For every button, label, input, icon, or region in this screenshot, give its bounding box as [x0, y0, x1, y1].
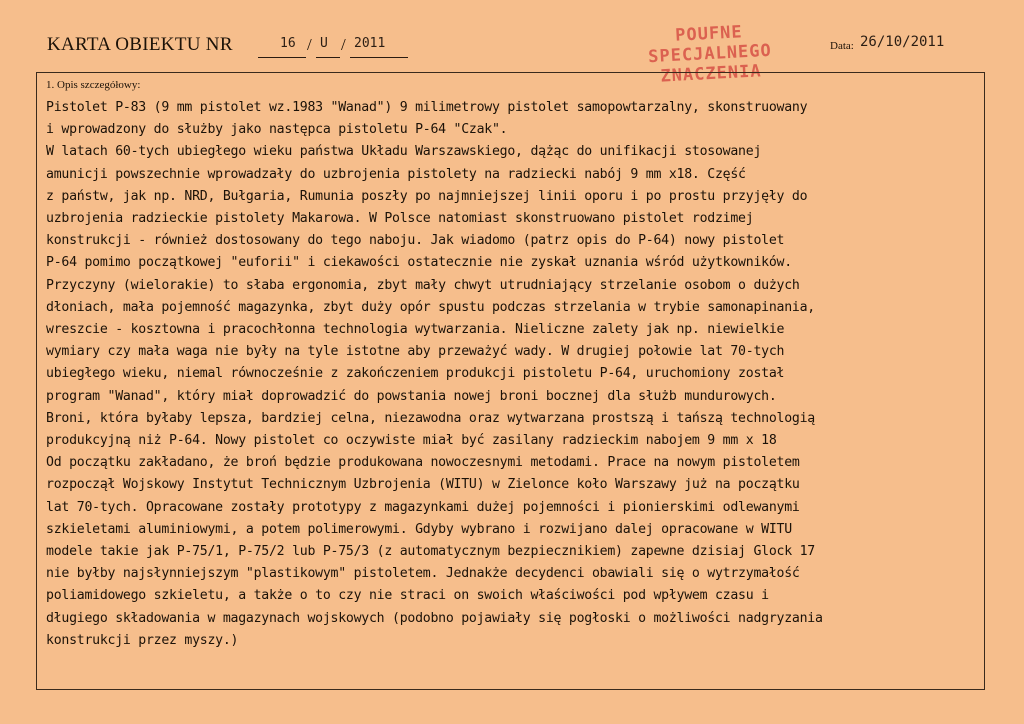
- description-line: Broni, która byłaby lepsza, bardziej celna, niezawodna oraz wytwarzana prostszą i tańszą technologią: [46, 410, 815, 426]
- description-line: uzbrojenia radzieckie pistolety Makarowa. W Polsce natomiast skonstruowano pistolet rodzimej: [46, 211, 754, 227]
- description-line: długiego składowania w magazynach wojskowych (podobno pojawiały się pogłoski o możliwości nadgryzania: [46, 610, 823, 626]
- description-line: rozpoczął Wojskowy Instytut Technicznym Uzbrojenia (WITU) w Zielonce koło Warszawy już na początku: [46, 477, 800, 493]
- description-line: wreszcie - kosztowna i pracochłonna technologia wytwarzania. Nieliczne zalety jak np. niewielkie: [46, 322, 785, 338]
- object-number: [258, 34, 408, 64]
- nr-separator-2: /: [341, 35, 346, 54]
- description-line: lat 70-tych. Opracowane zostały prototypy z magazynkami dużej pojemności i pionierskimi odlewanymi: [46, 499, 800, 515]
- description-line: szkieletami aluminiowymi, a potem polimerowymi. Gdyby wybrano i rozwijano dalej opracowane w WITU: [46, 521, 792, 537]
- description-line: modele takie jak P-75/1, P-75/2 lub P-75/3 (z automatycznym bezpiecznikiem) zapewne dzisiaj Glock 17: [46, 544, 815, 560]
- description-line: Pistolet P-83 (9 mm pistolet wz.1983 "Wanad") 9 milimetrowy pistolet samopowtarzalny, skonstruowany: [46, 100, 808, 115]
- stamp-line-2: SPECJALNEGO: [647, 40, 773, 68]
- description-line: i wprowadzony do służby jako następca pistoletu P-64 "Czak".: [46, 122, 508, 138]
- description-line: program "Wanad", który miał doprowadzić do powstania nowej broni bocznej dla służb mundurowych.: [46, 388, 777, 404]
- description-line: Od początku zakładano, że broń będzie produkowana nowoczesnymi metodami. Prace na nowym pistoletem: [46, 455, 800, 471]
- description-line: ubiegłego wieku, niemal równocześnie z zakończeniem produkcji pistoletu P-64, uruchomiony został: [46, 366, 785, 382]
- description-line: W latach 60-tych ubiegłego wieku państwa Układu Warszawskiego, dążąc do unifikacji stosowanej: [46, 144, 762, 160]
- nr-underline-3: [350, 57, 408, 58]
- description-line: konstrukcji - również dostosowany do tego naboju. Jak wiadomo (patrz opis do P-64) nowy pistolet: [46, 233, 785, 249]
- card-title: KARTA OBIEKTU NR: [47, 34, 233, 55]
- description-line: Przyczyny (wielorakie) to słaba ergonomia, zbyt mały chwyt utrudniający strzelanie osobom o dużych: [46, 277, 800, 293]
- stamp-line-1: POUFNE: [674, 22, 744, 46]
- nr-part-1: 16: [280, 36, 296, 51]
- stamp-line-3: ZNACZENIA: [660, 61, 763, 87]
- nr-part-3: 2011: [354, 36, 386, 51]
- description-line: poliamidowego szkieletu, a także o to czy nie straci on swoich właściwości pod wpływem czasu i: [46, 588, 769, 604]
- nr-separator-1: /: [307, 35, 312, 54]
- description-text: [46, 97, 976, 652]
- section-label: 1. Opis szczegółowy:: [46, 79, 141, 91]
- description-line: produkcyjną niż P-64. Nowy pistolet co oczywiste miał być zasilany radzieckim nabojem 9 mm x 18: [46, 433, 777, 449]
- description-line: amunicji powszechnie wprowadzały do uzbrojenia pistolety na radziecki nabój 9 mm x18. Część: [46, 166, 746, 182]
- nr-underline-2: [316, 57, 340, 58]
- description-line: z państw, jak np. NRD, Bułgaria, Rumunia poszły po najmniejszej linii oporu i po prostu przyjęły do: [46, 188, 808, 204]
- description-line: konstrukcji przez myszy.): [46, 632, 239, 648]
- date-label: Data:: [830, 40, 854, 52]
- description-line: dłoniach, mała pojemność magazynka, zbyt duży opór spustu podczas strzelania w trybie samonapinania,: [46, 299, 815, 315]
- description-line: nie byłby najsłynniejszym "plastikowym" pistoletem. Jednakże decydenci obawiali się o wytrzymałość: [46, 566, 800, 582]
- description-line: P-64 pomimo początkowej "euforii" i ciekawości ostatecznie nie zyskał uznania wśród użytkowników.: [46, 255, 792, 271]
- nr-part-2: U: [320, 36, 328, 51]
- date-value: 26/10/2011: [860, 34, 945, 50]
- description-line: wymiary czy mała waga nie były na tyle istotne aby przeważyć wady. W drugiej połowie lat 70-tych: [46, 344, 785, 360]
- nr-underline-1: [258, 57, 306, 58]
